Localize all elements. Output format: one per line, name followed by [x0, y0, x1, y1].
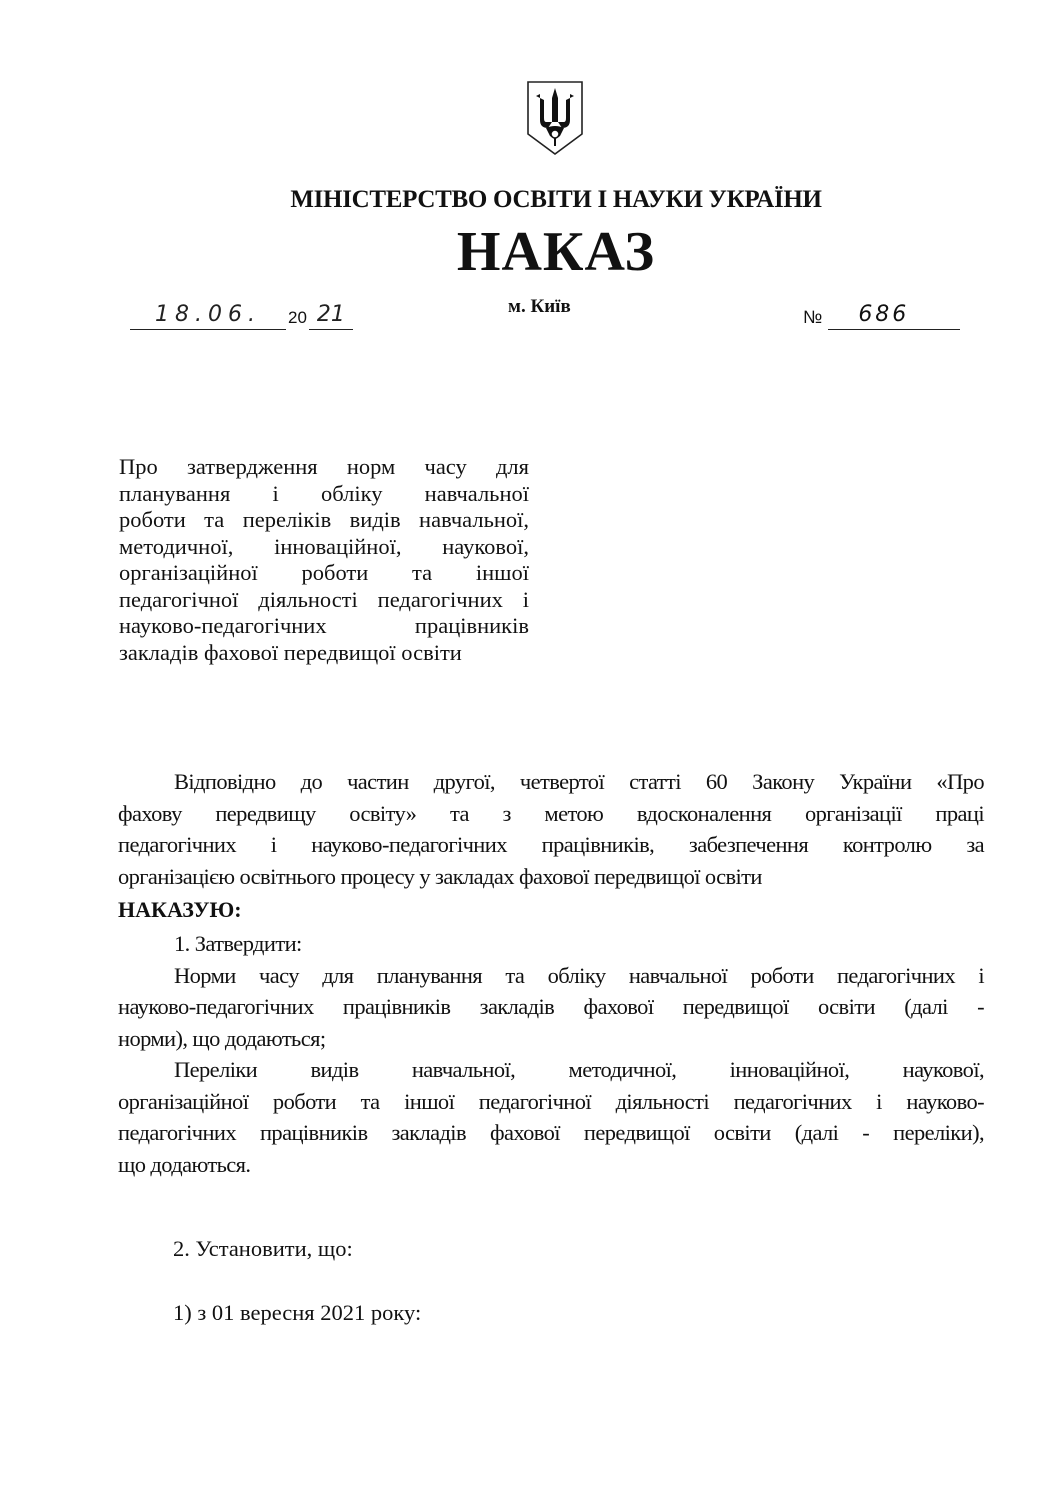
item-1-section [118, 928, 984, 1180]
date-century: 20 [288, 308, 307, 327]
number-symbol: № [803, 307, 823, 327]
subject-line: методичної, інноваційної, наукової, [119, 533, 529, 559]
order-number [803, 302, 960, 330]
date-day-month: 18.06. [130, 302, 286, 330]
preamble-line: Відповідно до частин другої, четвертої статті 60 Закону України «Про [174, 769, 984, 794]
subject-line: Про затвердження норм часу для [119, 454, 529, 479]
item-1-lists-line: Переліки видів навчальної, методичної, інноваційної, наукової, [174, 1057, 984, 1082]
subject-line: планування і обліку навчальної [119, 480, 529, 506]
item-1-norms-line: Норми часу для планування та обліку навчальної роботи педагогічних і [174, 962, 984, 988]
preamble-line: організацією освітнього процесу у закладах фахової передвищої освіти [118, 863, 762, 889]
item-1-lists-line: що додаються. [118, 1151, 251, 1177]
city-label: м. Київ [508, 296, 571, 317]
subject-line: закладів фахової передвищої освіти [119, 639, 462, 665]
coat-of-arms-icon [524, 78, 586, 158]
item-1-lists-line: організаційної роботи та іншої педагогічної діяльності педагогічних і науково- [118, 1088, 984, 1114]
subject-line: організаційної роботи та іншої [119, 560, 529, 585]
item-1-norms-line: науково-педагогічних працівників закладів фахової передвищої освіти (далі - [118, 994, 984, 1019]
preamble-paragraph [118, 766, 984, 892]
subject-line: педагогічної діяльності педагогічних і [119, 586, 529, 612]
order-number-value: 686 [828, 302, 960, 330]
subject-line: науково-педагогічних працівників [119, 613, 529, 638]
preamble-line: педагогічних і науково-педагогічних працівників, забезпечення контролю за [118, 832, 984, 857]
subject-line: роботи та переліків видів навчальної, [119, 507, 529, 532]
item-1-norms-line: норми), що додаються; [118, 1025, 326, 1051]
date-year: 21 [309, 302, 353, 330]
item-1-lists-line: педагогічних працівників закладів фахової передвищої освіти (далі - переліки), [118, 1120, 984, 1145]
order-subject [119, 454, 529, 666]
preamble-line: фахову передвищу освіту» та з метою вдосконалення організації праці [118, 800, 984, 826]
item-2-heading: 2. Установити, що: [173, 1236, 353, 1261]
item-2-subitem-1: 1) з 01 вересня 2021 року: [173, 1300, 422, 1325]
ministry-title: МІНІСТЕРСТВО ОСВІТИ І НАУКИ УКРАЇНИ [290, 186, 822, 213]
item-1-heading: 1. Затвердити: [174, 931, 302, 956]
document-type-title: НАКАЗ [456, 221, 656, 283]
order-date [130, 302, 353, 330]
order-word: НАКАЗУЮ: [118, 897, 242, 922]
